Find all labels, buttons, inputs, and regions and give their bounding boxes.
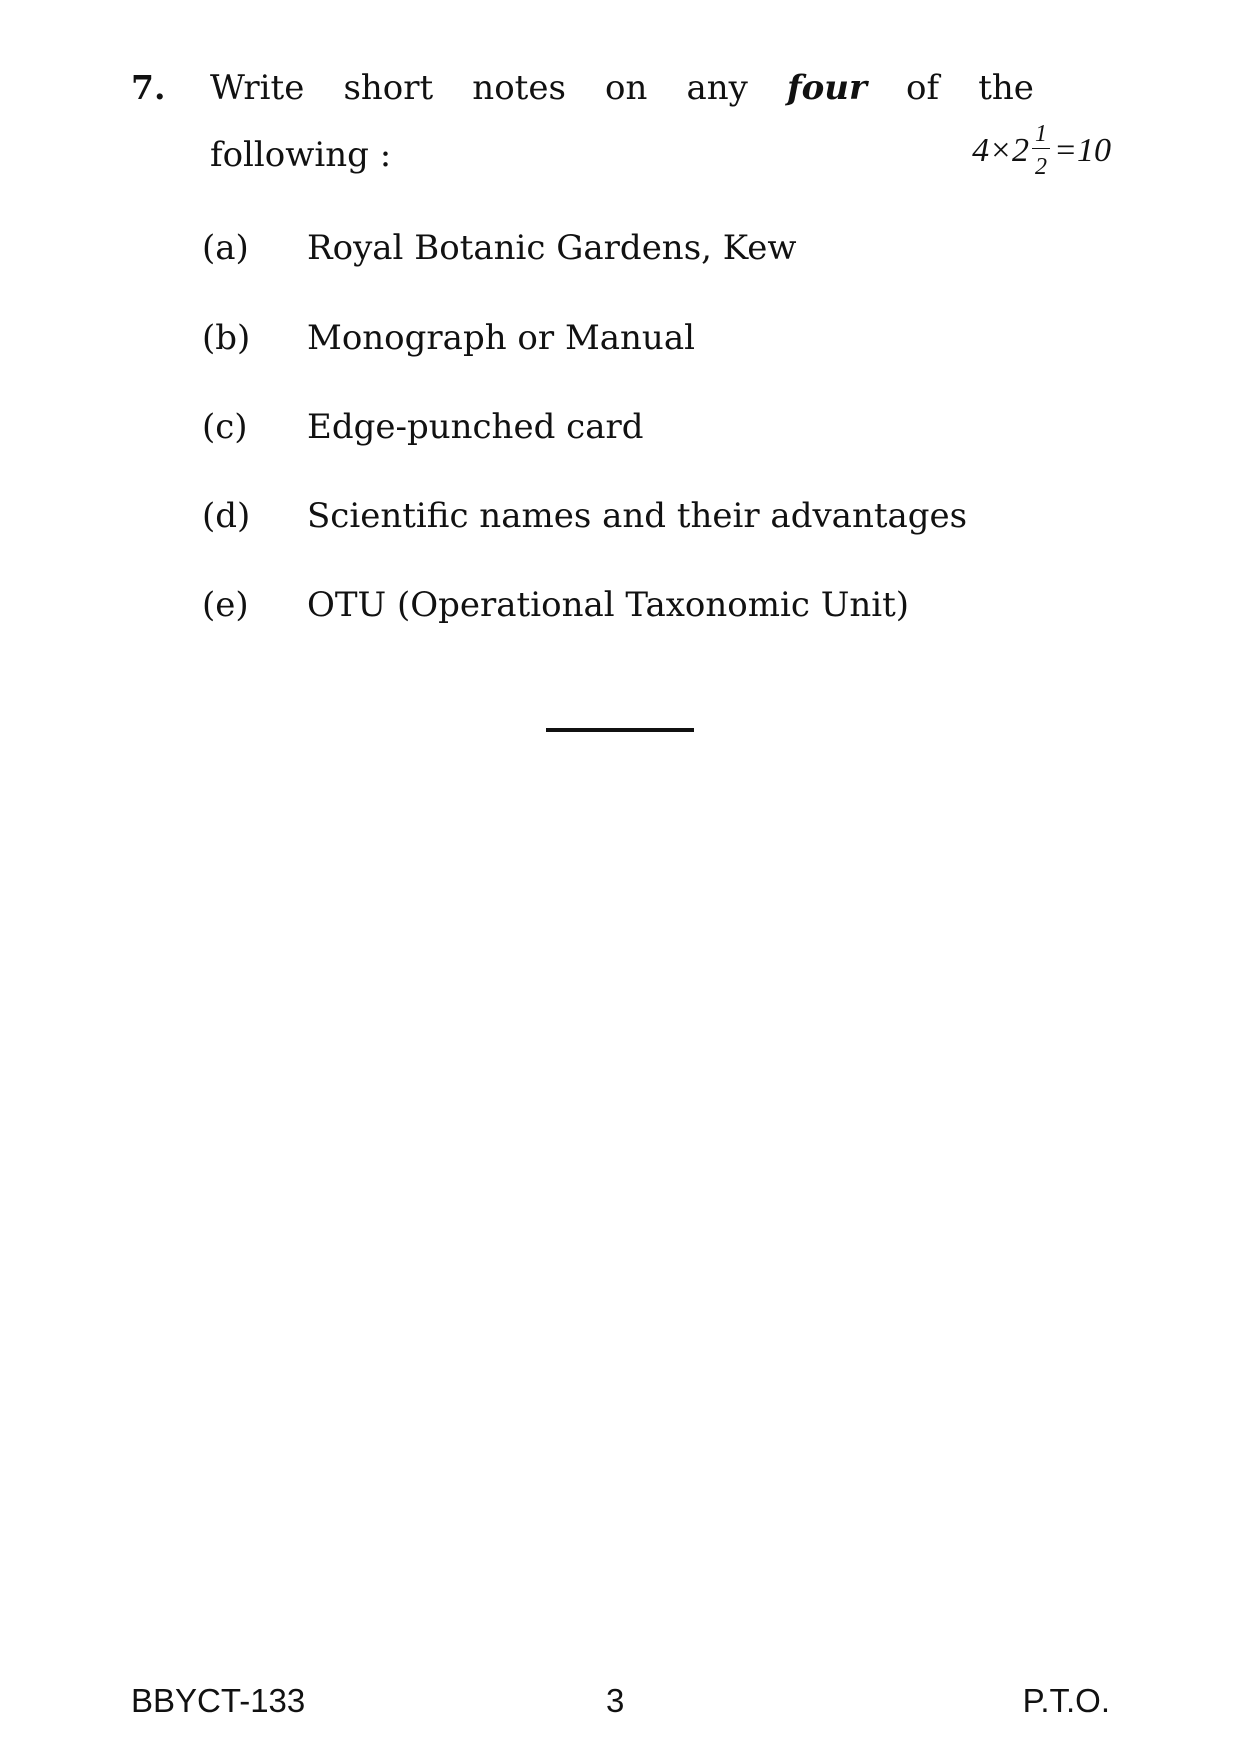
item-label: (b) xyxy=(202,318,251,358)
item-text: OTU (Operational Taxonomic Unit) xyxy=(307,585,910,625)
question-line-2: following : xyxy=(210,135,392,175)
marks-prefix: 4×2 xyxy=(972,131,1030,169)
item-text: Royal Botanic Gardens, Kew xyxy=(307,228,797,268)
word: on xyxy=(605,68,648,108)
item-label: (a) xyxy=(202,228,249,268)
fraction-denominator: 2 xyxy=(1035,154,1048,180)
item-label: (d) xyxy=(202,496,251,536)
item-label: (c) xyxy=(202,407,248,447)
word: any xyxy=(686,68,748,108)
list-item-c xyxy=(202,407,643,447)
list-item-d xyxy=(202,496,967,536)
question-line-1 xyxy=(210,68,1034,108)
item-label: (e) xyxy=(202,585,249,625)
word: of xyxy=(906,68,940,108)
marks-suffix: =10 xyxy=(1054,131,1111,169)
footer-page-number: 3 xyxy=(606,1682,625,1719)
list-item-a xyxy=(202,228,796,268)
list-item-b xyxy=(202,318,695,358)
item-text: Monograph or Manual xyxy=(307,318,695,358)
word: the xyxy=(978,68,1034,108)
item-text: Scientific names and their advantages xyxy=(307,496,968,536)
footer-pto: P.T.O. xyxy=(1022,1682,1110,1719)
marks-allocation xyxy=(972,122,1111,179)
list-item-e xyxy=(202,585,909,625)
emphasis-word: four xyxy=(787,68,867,108)
marks-fraction xyxy=(1032,122,1050,179)
question-number: 7. xyxy=(131,68,166,107)
footer-course-code: BBYCT-133 xyxy=(131,1682,306,1719)
end-divider xyxy=(546,728,694,732)
word: Write xyxy=(210,68,305,108)
word: short xyxy=(343,68,434,108)
item-text: Edge-punched card xyxy=(307,407,644,447)
word: notes xyxy=(472,68,566,108)
fraction-numerator: 1 xyxy=(1032,122,1050,149)
